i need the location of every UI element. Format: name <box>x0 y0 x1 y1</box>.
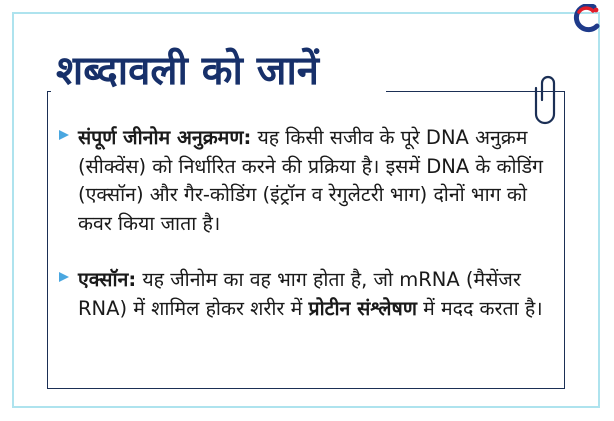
glossary-item-text <box>78 124 558 238</box>
glossary-item-text <box>78 266 558 323</box>
glossary-term: एक्सॉन: <box>78 268 137 291</box>
brand-logo-icon <box>570 4 602 34</box>
glossary-item-exon <box>58 266 558 323</box>
glossary-definition: यह जीनोम का वह भाग होता है, जो mRNA (मैसेंजर RNA) में शामिल होकर शरीर में <box>78 268 521 320</box>
glossary-definition-end: में मदद करता है। <box>416 296 543 320</box>
triangle-bullet-icon <box>58 129 70 141</box>
glossary-emphasis: प्रोटीन संश्लेषण <box>308 296 417 320</box>
triangle-bullet-icon <box>58 271 70 283</box>
glossary-item-whole-genome-sequencing <box>58 124 558 238</box>
paperclip-icon <box>534 74 562 126</box>
page-title: शब्दावली को जानें <box>56 48 320 94</box>
glossary-definition: यह किसी सजीव के पूरे DNA अनुक्रम (सीक्वेंस) को निर्धारित करने की प्रक्रिया है। इसमें DNA के कोडिंग (एक्सॉन) और गैर-कोडिंग (इंट्रॉन व रेगुलेटरी भाग) दोनों भाग को कवर किया जाता है। <box>78 126 544 235</box>
glossary-term: संपूर्ण जीनोम अनुक्रमण: <box>78 126 252 149</box>
